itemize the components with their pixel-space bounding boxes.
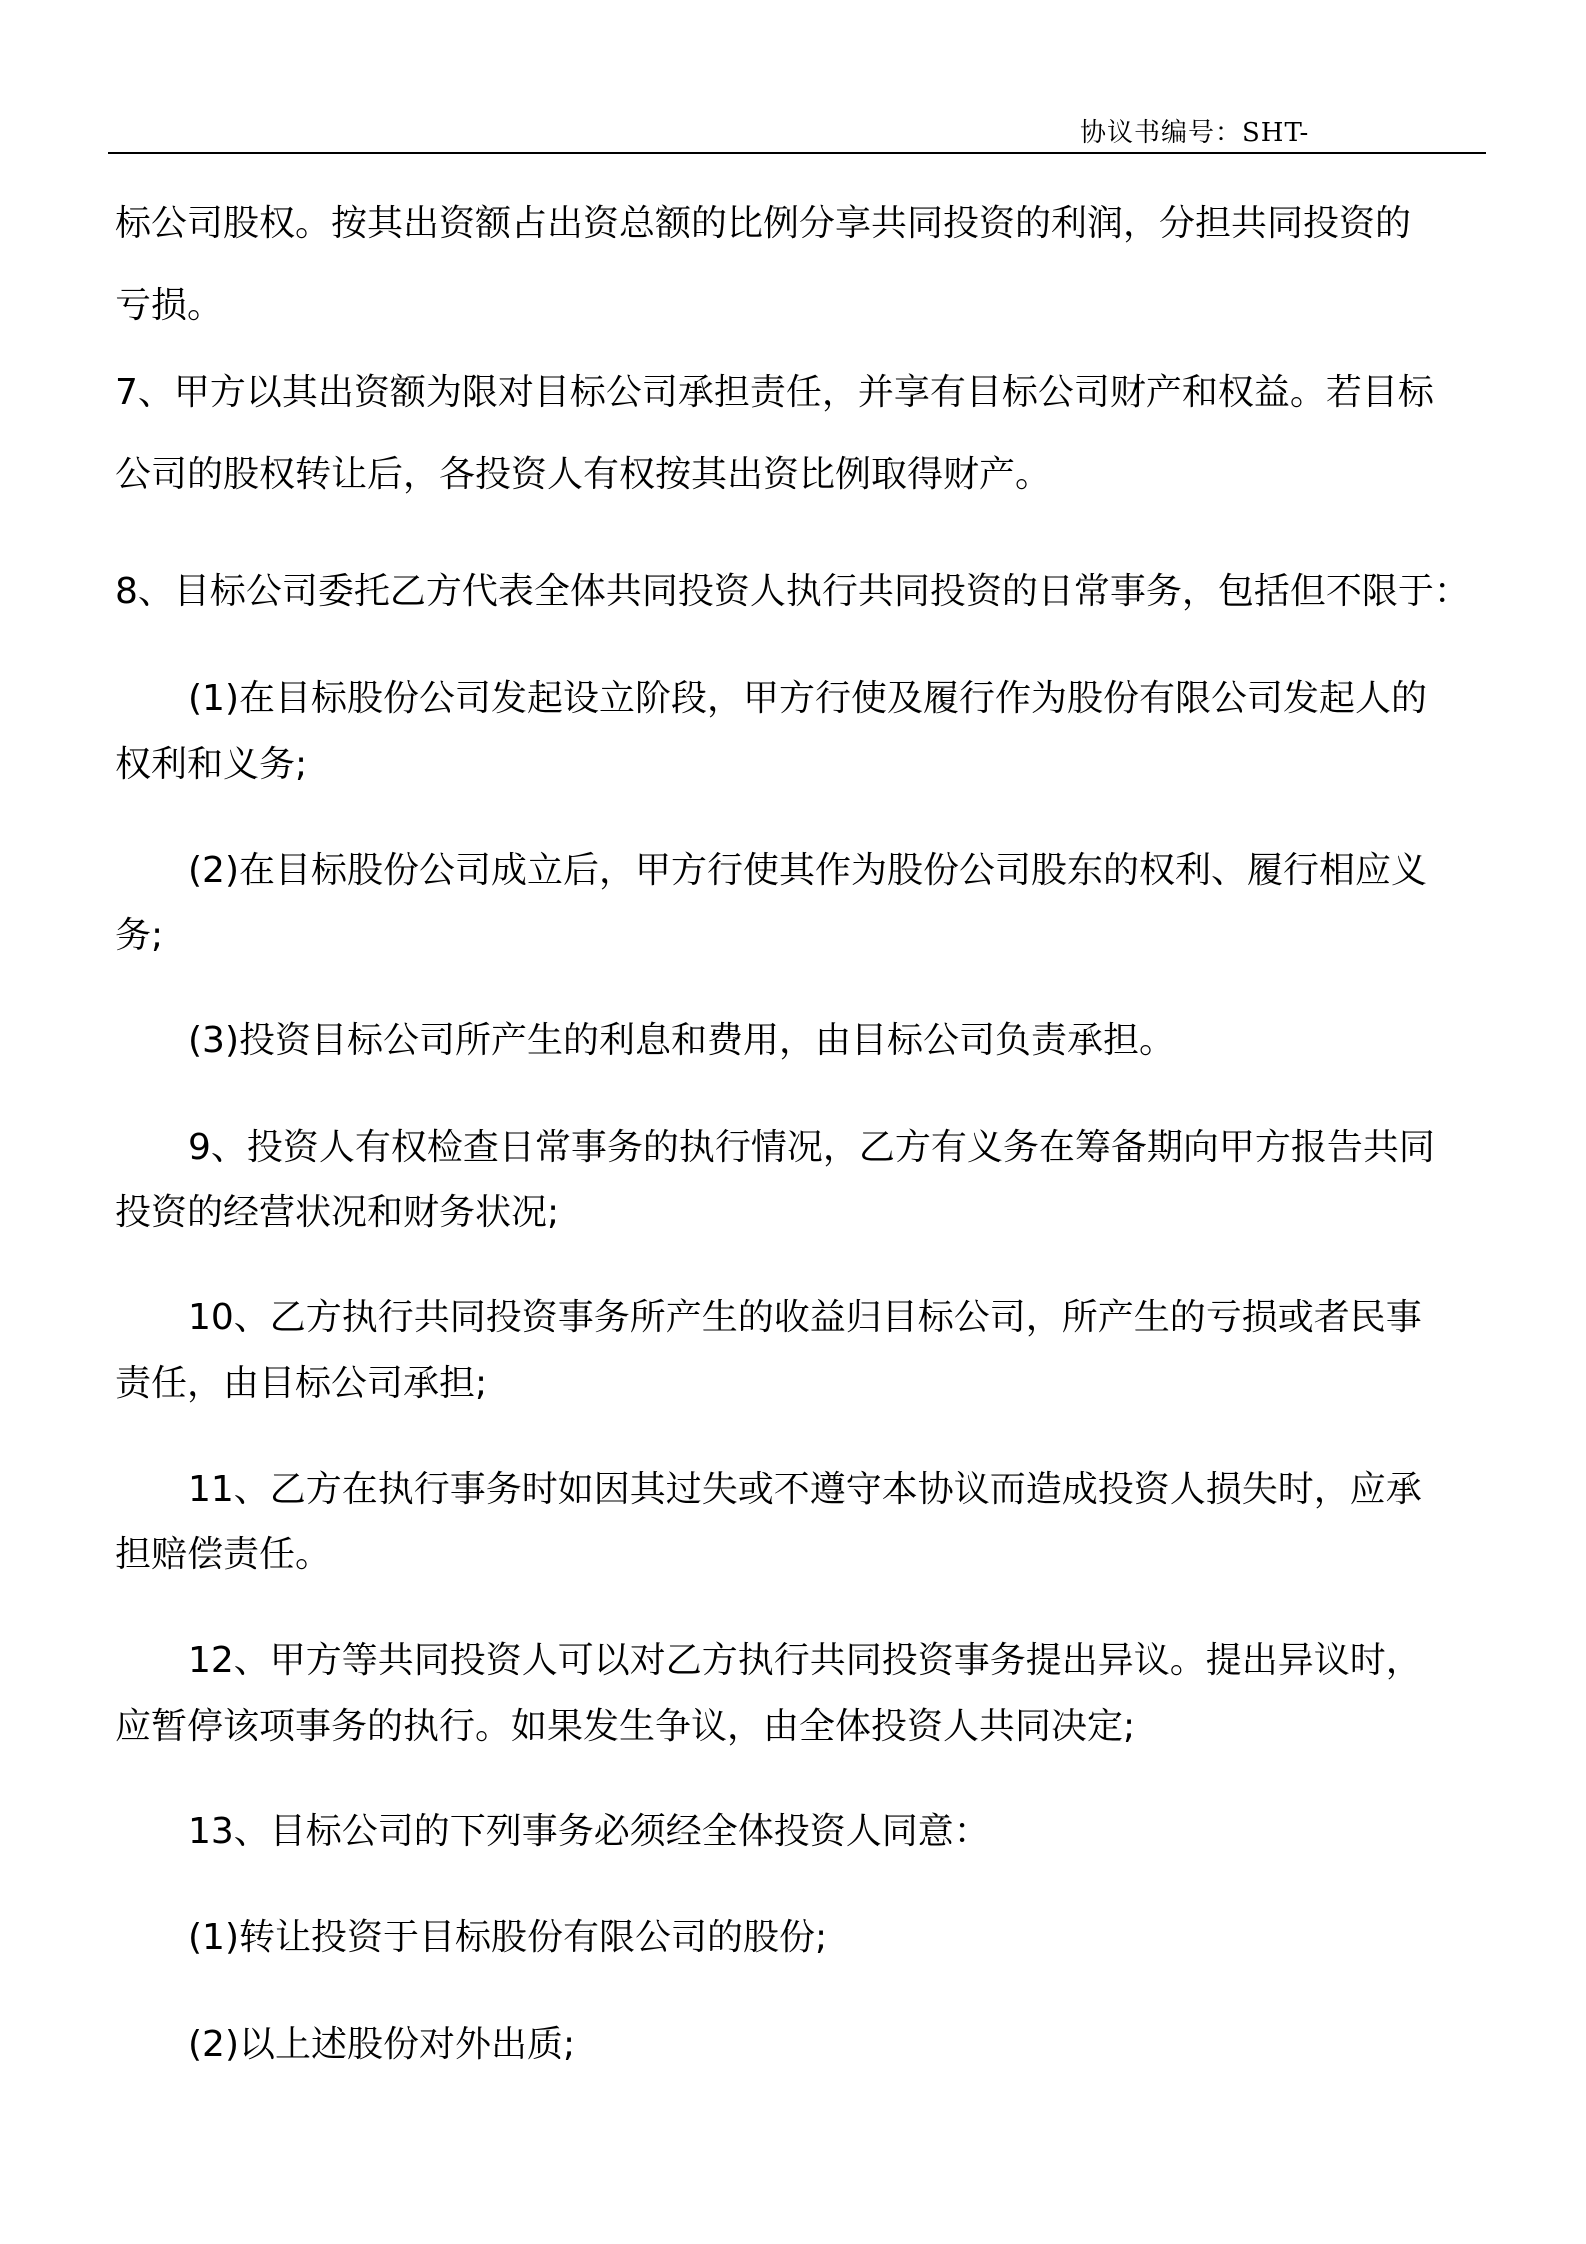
- agreement-number: 协议书编号：SHT-: [1080, 118, 1310, 148]
- header-divider: [108, 152, 1486, 154]
- paragraph-line: 7、甲方以其出资额为限对目标公司承担责任，并享有目标公司财产和权益。若目标: [115, 372, 1434, 413]
- paragraph-line: (3)投资目标公司所产生的利息和费用，由目标公司负责承担。: [188, 1020, 1175, 1061]
- paragraph-line: 11、乙方在执行事务时如因其过失或不遵守本协议而造成投资人损失时，应承: [188, 1469, 1422, 1510]
- paragraph-line: 责任，由目标公司承担;: [115, 1363, 488, 1404]
- paragraph-line: 亏损。: [115, 285, 224, 326]
- paragraph-line: 公司的股权转让后，各投资人有权按其出资比例取得财产。: [115, 454, 1052, 495]
- paragraph-line: 标公司股权。按其出资额占出资总额的比例分享共同投资的利润，分担共同投资的: [115, 203, 1412, 244]
- paragraph-line: 权利和义务;: [115, 744, 308, 785]
- paragraph-line: 投资的经营状况和财务状况;: [115, 1192, 560, 1233]
- paragraph-line: 担赔偿责任。: [115, 1534, 332, 1575]
- paragraph-line: 务;: [115, 915, 164, 956]
- paragraph-line: 9、投资人有权检查日常事务的执行情况，乙方有义务在筹备期向甲方报告共同: [188, 1127, 1435, 1168]
- paragraph-line: (2)在目标股份公司成立后，甲方行使其作为股份公司股东的权利、履行相应义: [188, 850, 1427, 891]
- paragraph-line: 10、乙方执行共同投资事务所产生的收益归目标公司，所产生的亏损或者民事: [188, 1297, 1422, 1338]
- paragraph-line: (1)在目标股份公司发起设立阶段，甲方行使及履行作为股份有限公司发起人的: [188, 678, 1427, 719]
- paragraph-line: (2)以上述股份对外出质;: [188, 2024, 576, 2065]
- paragraph-line: 12、甲方等共同投资人可以对乙方执行共同投资事务提出异议。提出异议时，: [188, 1640, 1422, 1681]
- paragraph-line: 应暂停该项事务的执行。如果发生争议，由全体投资人共同决定;: [115, 1706, 1136, 1747]
- paragraph-line: 13、目标公司的下列事务必须经全体投资人同意：: [188, 1811, 990, 1852]
- paragraph-line: (1)转让投资于目标股份有限公司的股份;: [188, 1917, 828, 1958]
- paragraph-line: 8、目标公司委托乙方代表全体共同投资人执行共同投资的日常事务，包括但不限于：: [115, 571, 1470, 612]
